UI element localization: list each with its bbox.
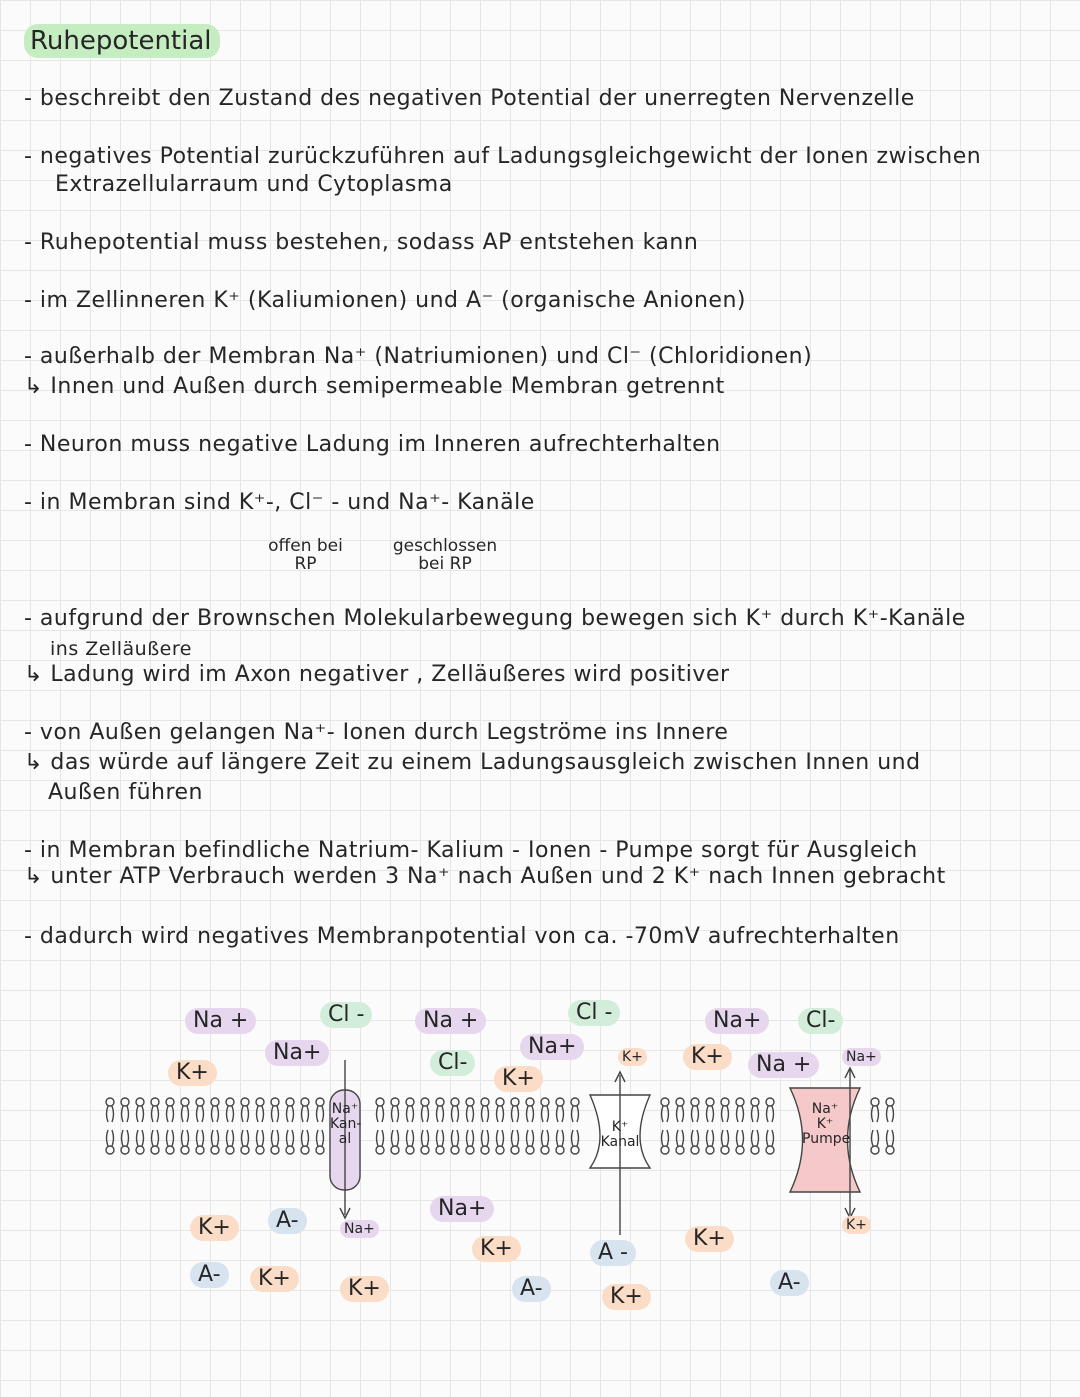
lipid-head — [316, 1146, 324, 1154]
ion-label: K+ — [683, 1044, 732, 1070]
lipid-tail — [227, 1130, 234, 1146]
lipid-tail — [887, 1106, 894, 1122]
lipid-head — [691, 1146, 699, 1154]
lipid-tail — [227, 1106, 234, 1122]
ion-label: Na+ — [842, 1048, 881, 1066]
lipid-tail — [872, 1130, 879, 1146]
lipid-head — [376, 1098, 384, 1106]
lipid-tail — [677, 1106, 684, 1122]
note-line: ↳ unter ATP Verbrauch werden 3 Na⁺ nach Außen und 2 K⁺ nach Innen gebracht — [24, 864, 946, 889]
lipid-tail — [122, 1106, 129, 1122]
ion-label: K+ — [190, 1215, 239, 1241]
lipid-head — [871, 1146, 879, 1154]
lipid-head — [391, 1098, 399, 1106]
note-line: - Ruhepotential muss bestehen, sodass AP entstehen kann — [24, 230, 699, 255]
note-line: - in Membran befindliche Natrium- Kalium - Ionen - Pumpe sorgt für Ausgleich — [24, 838, 918, 863]
lipid-head — [571, 1146, 579, 1154]
ion-label: A- — [268, 1208, 307, 1234]
lipid-head — [106, 1146, 114, 1154]
lipid-head — [751, 1098, 759, 1106]
lipid-tail — [272, 1130, 279, 1146]
lipid-tail — [662, 1106, 669, 1122]
lipid-tail — [482, 1130, 489, 1146]
lipid-tail — [107, 1106, 114, 1122]
note-line: - dadurch wird negatives Membranpotential von ca. -70mV aufrechterhalten — [24, 924, 900, 949]
lipid-tail — [107, 1130, 114, 1146]
lipid-head — [661, 1146, 669, 1154]
lipid-head — [661, 1098, 669, 1106]
lipid-head — [406, 1146, 414, 1154]
ion-label: Na + — [185, 1008, 256, 1034]
ion-label: Cl- — [798, 1008, 843, 1034]
lipid-head — [301, 1098, 309, 1106]
lipid-head — [166, 1098, 174, 1106]
lipid-tail — [197, 1106, 204, 1122]
lipid-tail — [752, 1130, 759, 1146]
lipid-head — [706, 1146, 714, 1154]
lipid-head — [421, 1098, 429, 1106]
lipid-tail — [692, 1106, 699, 1122]
ion-label: K+ — [340, 1276, 389, 1302]
na-channel-label: Na⁺ Kan- al — [330, 1101, 362, 1147]
ion-label: Na+ — [705, 1008, 769, 1034]
lipid-head — [676, 1098, 684, 1106]
lipid-tail — [212, 1130, 219, 1146]
lipid-head — [226, 1098, 234, 1106]
lipid-tail — [317, 1106, 324, 1122]
lipid-head — [511, 1098, 519, 1106]
lipid-tail — [467, 1130, 474, 1146]
lipid-tail — [512, 1106, 519, 1122]
lipid-tail — [677, 1130, 684, 1146]
lipid-tail — [542, 1130, 549, 1146]
lipid-tail — [527, 1130, 534, 1146]
lipid-head — [496, 1098, 504, 1106]
lipid-tail — [317, 1130, 324, 1146]
lipid-tail — [767, 1130, 774, 1146]
lipid-tail — [287, 1130, 294, 1146]
note-line: ↳ das würde auf längere Zeit zu einem Ladungsausgleich zwischen Innen und — [24, 750, 921, 775]
ion-label: A - — [590, 1240, 636, 1266]
lipid-head — [511, 1146, 519, 1154]
ion-label: K+ — [842, 1216, 871, 1234]
ion-label: Cl- — [430, 1050, 475, 1076]
lipid-tail — [197, 1130, 204, 1146]
note-line: - aufgrund der Brownschen Molekularbewegung bewegen sich K⁺ durch K⁺-Kanäle — [24, 606, 966, 631]
lipid-tail — [467, 1106, 474, 1122]
lipid-tail — [437, 1130, 444, 1146]
ion-label: A- — [770, 1270, 809, 1296]
lipid-head — [571, 1098, 579, 1106]
lipid-tail — [572, 1106, 579, 1122]
ion-label: A- — [512, 1276, 551, 1302]
note-line: - in Membran sind K⁺-, Cl⁻ - und Na⁺- Kanäle — [24, 490, 535, 515]
lipid-head — [706, 1098, 714, 1106]
ion-label: K+ — [250, 1266, 299, 1292]
lipid-head — [736, 1098, 744, 1106]
annotation-closed: geschlossen bei RP — [392, 536, 498, 574]
lipid-tail — [257, 1130, 264, 1146]
lipid-head — [766, 1098, 774, 1106]
lipid-head — [541, 1098, 549, 1106]
lipid-head — [196, 1098, 204, 1106]
lipid-tail — [242, 1106, 249, 1122]
lipid-tail — [497, 1106, 504, 1122]
lipid-head — [736, 1146, 744, 1154]
lipid-head — [316, 1098, 324, 1106]
lipid-head — [211, 1098, 219, 1106]
lipid-head — [286, 1098, 294, 1106]
lipid-head — [721, 1146, 729, 1154]
lipid-tail — [557, 1106, 564, 1122]
note-line: ↳ Innen und Außen durch semipermeable Membran getrennt — [24, 374, 725, 399]
lipid-tail — [287, 1106, 294, 1122]
lipid-head — [151, 1098, 159, 1106]
note-line: - beschreibt den Zustand des negativen Potential der unerregten Nervenzelle — [24, 86, 915, 111]
lipid-head — [556, 1098, 564, 1106]
pump-label: Na⁺ K⁺ Pumpe — [802, 1101, 851, 1147]
lipid-head — [496, 1146, 504, 1154]
ion-label: K+ — [472, 1236, 521, 1262]
lipid-tail — [182, 1106, 189, 1122]
lipid-head — [526, 1098, 534, 1106]
lipid-tail — [407, 1130, 414, 1146]
lipid-tail — [452, 1106, 459, 1122]
ion-label: K+ — [685, 1226, 734, 1252]
lipid-tail — [257, 1106, 264, 1122]
ion-label: Na+ — [520, 1034, 584, 1060]
note-line: ↳ Ladung wird im Axon negativer , Zelläußeres wird positiver — [24, 662, 730, 687]
lipid-head — [541, 1146, 549, 1154]
lipid-tail — [137, 1130, 144, 1146]
lipid-head — [436, 1098, 444, 1106]
lipid-head — [151, 1146, 159, 1154]
lipid-tail — [137, 1106, 144, 1122]
lipid-head — [271, 1146, 279, 1154]
lipid-head — [436, 1146, 444, 1154]
lipid-head — [871, 1098, 879, 1106]
lipid-tail — [392, 1106, 399, 1122]
lipid-tail — [722, 1106, 729, 1122]
lipid-tail — [437, 1106, 444, 1122]
lipid-head — [556, 1146, 564, 1154]
lipid-head — [451, 1146, 459, 1154]
lipid-tail — [377, 1130, 384, 1146]
lipid-head — [751, 1146, 759, 1154]
ion-label: K+ — [494, 1066, 543, 1092]
lipid-tail — [167, 1130, 174, 1146]
lipid-head — [211, 1146, 219, 1154]
lipid-tail — [152, 1106, 159, 1122]
ion-label: Na+ — [340, 1220, 379, 1238]
ion-label: K+ — [168, 1060, 217, 1086]
note-line: Extrazellularraum und Cytoplasma — [55, 172, 453, 197]
lipid-tail — [452, 1130, 459, 1146]
lipid-tail — [572, 1130, 579, 1146]
annotation-open: offen bei RP — [268, 536, 343, 574]
lipid-head — [121, 1098, 129, 1106]
lipid-head — [691, 1098, 699, 1106]
lipid-head — [286, 1146, 294, 1154]
ion-label: Na+ — [430, 1196, 494, 1222]
lipid-tail — [767, 1106, 774, 1122]
lipid-tail — [557, 1130, 564, 1146]
lipid-head — [241, 1098, 249, 1106]
lipid-head — [721, 1098, 729, 1106]
membrane-diagram — [80, 990, 930, 1310]
lipid-head — [181, 1098, 189, 1106]
lipid-head — [481, 1098, 489, 1106]
lipid-tail — [707, 1106, 714, 1122]
lipid-head — [196, 1146, 204, 1154]
lipid-tail — [662, 1130, 669, 1146]
lipid-tail — [392, 1130, 399, 1146]
lipid-head — [466, 1098, 474, 1106]
lipid-head — [391, 1146, 399, 1154]
lipid-tail — [707, 1130, 714, 1146]
lipid-tail — [752, 1106, 759, 1122]
lipid-tail — [527, 1106, 534, 1122]
lipid-tail — [542, 1106, 549, 1122]
lipid-tail — [887, 1130, 894, 1146]
lipid-tail — [737, 1130, 744, 1146]
lipid-tail — [302, 1130, 309, 1146]
lipid-tail — [512, 1130, 519, 1146]
lipid-tail — [377, 1106, 384, 1122]
lipid-tail — [167, 1106, 174, 1122]
ion-label: K+ — [602, 1284, 651, 1310]
note-line: - negatives Potential zurückzuführen auf Ladungsgleichgewicht der Ionen zwischen — [24, 144, 982, 169]
lipid-tail — [242, 1130, 249, 1146]
lipid-head — [886, 1098, 894, 1106]
lipid-head — [166, 1146, 174, 1154]
note-line: - im Zellinneren K⁺ (Kaliumionen) und A⁻ (organische Anionen) — [24, 288, 746, 313]
lipid-tail — [482, 1106, 489, 1122]
k-channel-label: K⁺ Kanal — [600, 1119, 640, 1150]
ion-label: Cl - — [568, 1000, 620, 1026]
lipid-head — [676, 1146, 684, 1154]
lipid-head — [181, 1146, 189, 1154]
lipid-tail — [692, 1130, 699, 1146]
lipid-head — [526, 1146, 534, 1154]
lipid-tail — [872, 1106, 879, 1122]
lipid-head — [106, 1098, 114, 1106]
lipid-head — [481, 1146, 489, 1154]
note-line: - von Außen gelangen Na⁺- Ionen durch Legströme ins Innere — [24, 720, 729, 745]
ion-label: Na+ — [265, 1040, 329, 1066]
note-line: - Neuron muss negative Ladung im Inneren aufrechterhalten — [24, 432, 721, 457]
page-title: Ruhepotential — [24, 24, 220, 58]
lipid-tail — [212, 1106, 219, 1122]
lipid-head — [256, 1098, 264, 1106]
lipid-head — [121, 1146, 129, 1154]
lipid-head — [406, 1098, 414, 1106]
lipid-head — [241, 1146, 249, 1154]
ion-label: Na + — [748, 1052, 819, 1078]
note-line: ins Zelläußere — [50, 638, 192, 660]
lipid-tail — [422, 1130, 429, 1146]
lipid-head — [136, 1098, 144, 1106]
lipid-head — [256, 1146, 264, 1154]
lipid-head — [466, 1146, 474, 1154]
lipid-tail — [272, 1106, 279, 1122]
lipid-head — [271, 1098, 279, 1106]
ion-label: Na + — [415, 1008, 486, 1034]
lipid-tail — [122, 1130, 129, 1146]
lipid-head — [451, 1098, 459, 1106]
note-line: - außerhalb der Membran Na⁺ (Natriumionen) und Cl⁻ (Chloridionen) — [24, 344, 813, 369]
ion-label: K+ — [618, 1048, 647, 1066]
lipid-head — [226, 1146, 234, 1154]
lipid-tail — [722, 1130, 729, 1146]
lipid-head — [136, 1146, 144, 1154]
ion-label: A- — [190, 1262, 229, 1288]
ion-label: Cl - — [320, 1002, 372, 1028]
note-line: Außen führen — [48, 780, 203, 805]
lipid-tail — [407, 1106, 414, 1122]
lipid-head — [301, 1146, 309, 1154]
lipid-head — [766, 1146, 774, 1154]
lipid-tail — [497, 1130, 504, 1146]
lipid-head — [421, 1146, 429, 1154]
lipid-head — [376, 1146, 384, 1154]
lipid-tail — [737, 1106, 744, 1122]
lipid-tail — [422, 1106, 429, 1122]
lipid-tail — [182, 1130, 189, 1146]
lipid-tail — [302, 1106, 309, 1122]
lipid-head — [886, 1146, 894, 1154]
lipid-tail — [152, 1130, 159, 1146]
